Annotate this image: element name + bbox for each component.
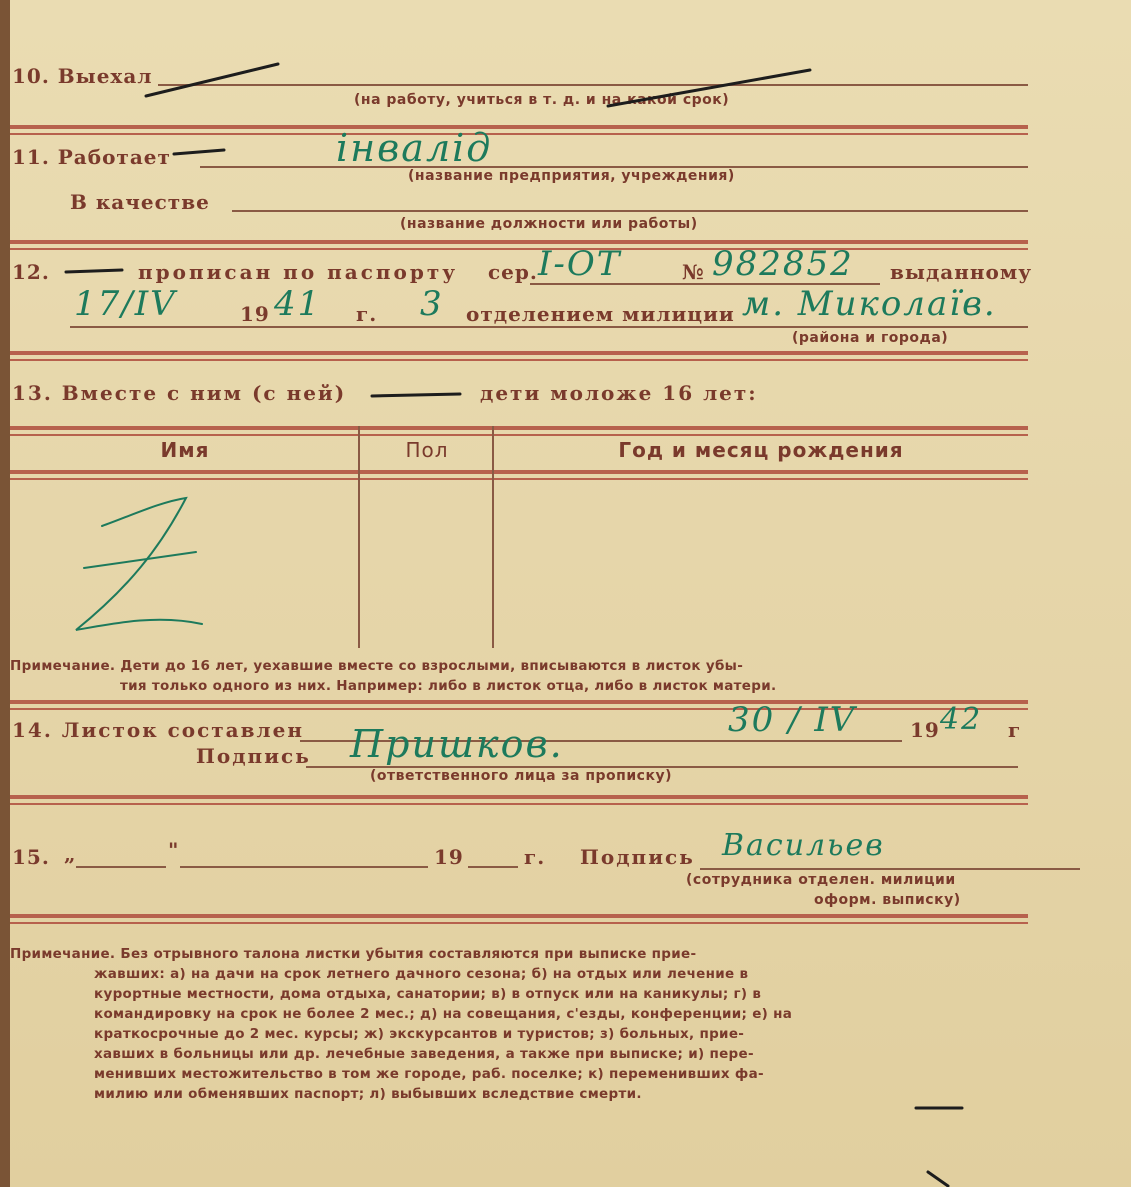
bottom-note-line: краткосрочные до 2 мес. курсы; ж) экскурсантов и туристов; з) больных, прие- — [94, 1026, 745, 1042]
field-15-year-prefix: 19 — [434, 845, 464, 869]
column-header-sex: Пол — [405, 438, 449, 462]
bottom-note-line: хавших в больницы или др. лечебные заведения, а также при выписке; и) пере- — [94, 1046, 754, 1062]
field-11-caption: (название предприятия, учреждения) — [408, 168, 735, 184]
field-11-label: 11. Работает — [12, 145, 171, 169]
document-paper — [10, 0, 1131, 1187]
bottom-note-line: милию или обменявших паспорт; л) выбывших вследствие смерти. — [94, 1086, 642, 1102]
field-12-label: прописан по паспорту — [138, 260, 459, 284]
handwritten-marks — [10, 0, 1131, 1187]
field-15-label: 15. — [12, 845, 50, 869]
field-13-note-line1: Примечание. Дети до 16 лет, уехавшие вместе со взрослыми, вписываются в листок убы- — [10, 658, 744, 674]
field-15-quote-open: „ — [64, 842, 77, 866]
field-13-strikethrough — [372, 394, 460, 396]
field-10-label: 10. Выехал — [12, 64, 153, 88]
field-14-year: 42 — [940, 702, 983, 737]
bottom-note-line: командировку на срок не более 2 мес.; д) на совещания, с'езды, конференции; е) на — [94, 1006, 793, 1022]
field-11-position-label: В качестве — [70, 190, 210, 214]
edge-mark — [928, 1172, 948, 1186]
field-14-signature-label: Подпись — [196, 744, 311, 768]
field-14-year-suffix: г — [1008, 718, 1022, 742]
field-12-department: 3 — [420, 284, 444, 324]
field-12-series-label: сер. — [488, 260, 538, 284]
field-10-dash-mark — [146, 64, 278, 96]
field-12-passport-number: 982852 — [712, 244, 854, 284]
field-13-label: 13. Вместе с ним (с ней) — [12, 381, 347, 405]
field-14-label: 14. Листок составлен — [12, 718, 305, 742]
field-15-caption-line2: оформ. выписку) — [814, 892, 961, 908]
field-14-year-prefix: 19 — [910, 718, 940, 742]
field-12-department-label: отделением милиции — [466, 302, 735, 326]
field-15-caption-line1: (сотрудника отделен. милиции — [686, 872, 956, 888]
field-10-caption: (на работу, учиться в т. д. и на какой срок) — [354, 92, 730, 108]
field-12-day: 17/IV — [74, 284, 177, 324]
field-10-strikethrough — [608, 70, 810, 106]
field-11-position-caption: (название должности или работы) — [400, 216, 698, 232]
field-12-number-label: № — [682, 260, 705, 284]
field-12-series-value: І-ОТ — [538, 244, 622, 284]
field-12-issued-label: выданному — [890, 260, 1033, 284]
column-header-birth: Год и месяц рождения — [618, 438, 904, 462]
field-12-number: 12. — [12, 260, 50, 284]
field-12-strikethrough — [66, 270, 122, 272]
field-11-value: інвалід — [336, 126, 493, 170]
field-14-signature: Пришков. — [350, 722, 564, 766]
bottom-note-line: курортные местности, дома отдыха, санатории; в) в отпуск или на каникулы; г) в — [94, 986, 762, 1002]
field-15-year-suffix: г. — [524, 845, 546, 869]
field-13-z-crossbar — [84, 552, 196, 568]
field-15-signature-label: Подпись — [580, 845, 695, 869]
bottom-note-line: менивших местожительство в том же городе, раб. поселке; к) переменивших фа- — [94, 1066, 764, 1082]
field-12-year-suffix: г. — [356, 302, 378, 326]
bottom-note-line: Примечание. Без отрывного талона листки убытия составляются при выписке прие- — [10, 946, 697, 962]
field-12-year: 41 — [274, 284, 322, 324]
field-11-overwrite-mark — [174, 150, 224, 154]
field-14-caption: (ответственного лица за прописку) — [370, 768, 672, 784]
field-13-note-line2: тия только одного из них. Например: либо в листок отца, либо в листок матери. — [120, 678, 777, 694]
field-12-caption: (района и города) — [792, 330, 949, 346]
field-15-quote-close: " — [168, 838, 180, 862]
bottom-note-line: жавших: а) на дачи на срок летнего дачного сезона; б) на отдых или лечение в — [94, 966, 749, 982]
field-15-signature: Васильев — [722, 828, 885, 863]
field-12-year-prefix: 19 — [240, 302, 270, 326]
field-12-city: м. Миколаїв. — [742, 284, 997, 324]
field-13-label-b: дети моложе 16 лет: — [480, 381, 758, 405]
field-14-date: 30 / IV — [728, 700, 857, 740]
column-header-name: Имя — [160, 438, 210, 462]
field-13-z-mark — [76, 498, 202, 630]
